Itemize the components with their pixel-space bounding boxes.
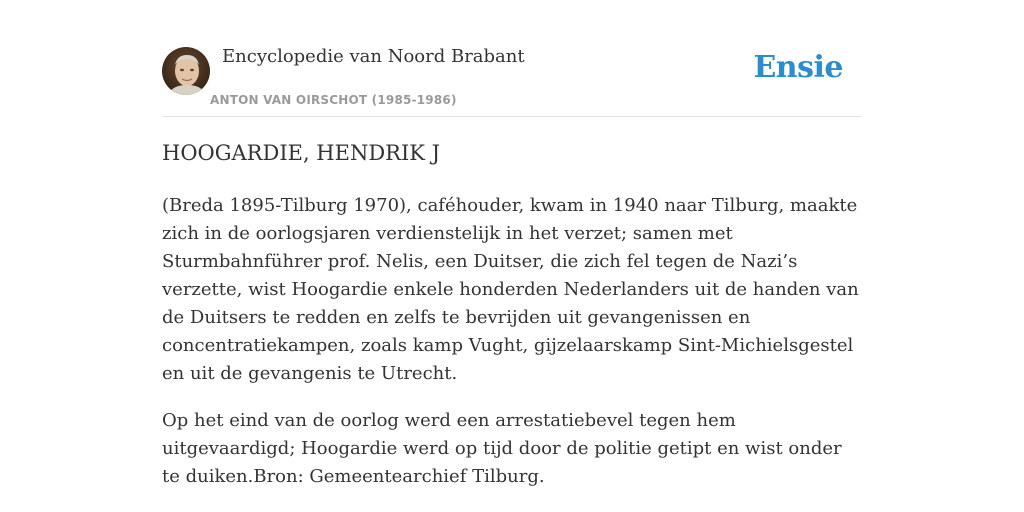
author-name[interactable]: ANTON VAN OIRSCHOT (1985-1986) <box>210 93 457 107</box>
article-title: HOOGARDIE, HENDRIK J <box>162 141 441 165</box>
article-page <box>162 0 862 512</box>
author-avatar[interactable] <box>162 47 210 95</box>
article-paragraph: Op het eind van de oorlog werd een arrestatiebevel tegen hem uitgevaardigd; Hoogardie werd op tijd door de politie getipt en wist onder te duiken.Bron: Gemeentearchief Tilburg. <box>162 410 842 487</box>
author-portrait-icon <box>162 47 210 95</box>
article-paragraph: (Breda 1895-Tilburg 1970), caféhouder, kwam in 1940 naar Tilburg, maakte zich in de oorlogsjaren verdienstelijk in het verzet; samen met Sturmbahnführer prof. Nelis, een Duitser, die zich fel tegen de Nazi’s verzette, wist Hoogardie enkele honderden Nederlanders uit de handen van de Duitsers te redden en zelfs te bevrijden uit gevangenissen en concentratiekampen, zoals kamp Vught, gijzelaarskamp Sint-Michielsgestel en uit de gevangenis te Utrecht. <box>162 195 859 384</box>
article-header <box>162 0 862 117</box>
ensie-logo[interactable]: Ensie <box>753 50 843 85</box>
article-body <box>162 192 862 510</box>
publication-name[interactable]: Encyclopedie van Noord Brabant <box>222 46 525 67</box>
